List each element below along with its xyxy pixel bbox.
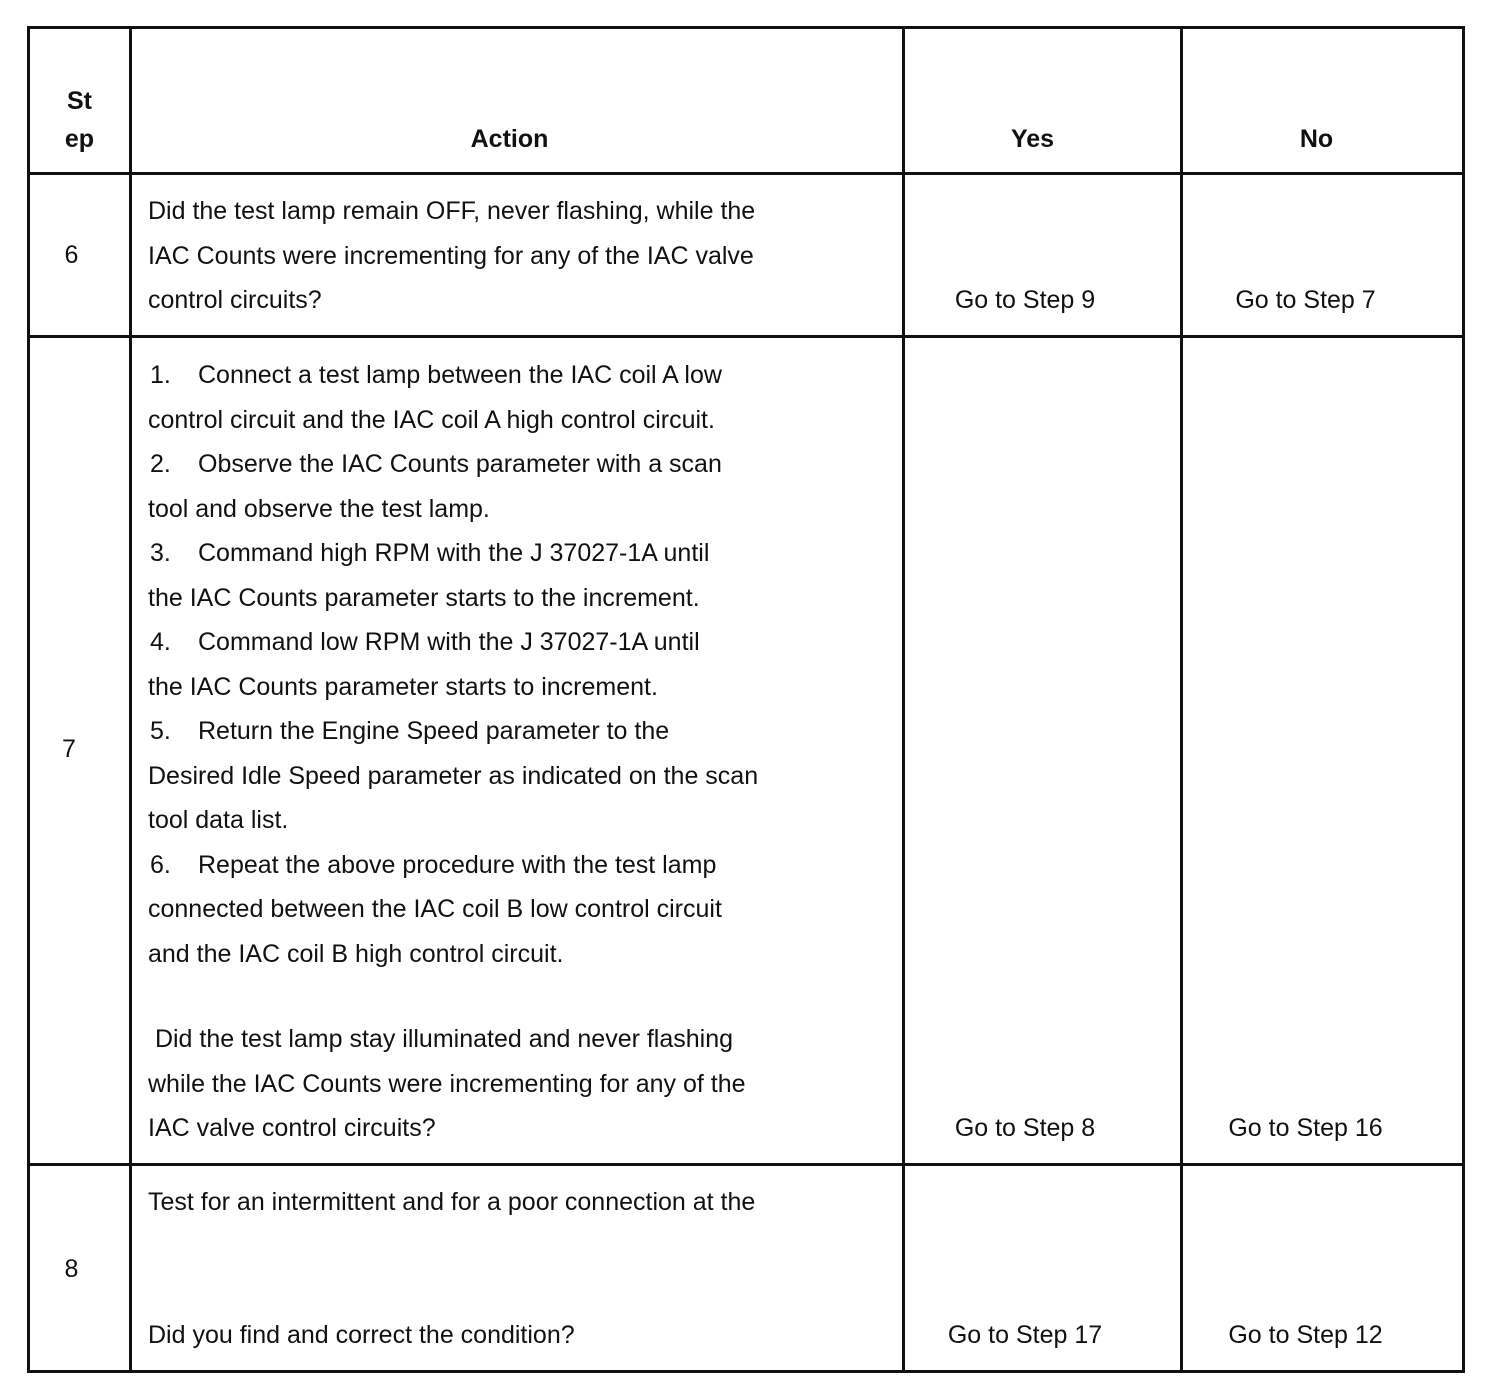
item-number: 2.	[150, 450, 171, 478]
header-yes: Yes	[1010, 125, 1055, 153]
header-action: Action	[470, 125, 549, 153]
item-number: 6.	[150, 850, 171, 879]
header-step	[30, 82, 129, 158]
header-step-line2: ep	[64, 125, 95, 153]
procedure-item-4	[148, 620, 758, 709]
item-continuation: tool and observe the test lamp.	[148, 494, 490, 523]
row-8-question: Did you find and correct the condition?	[148, 1321, 575, 1349]
row-6-yes: Go to Step 9	[954, 286, 1096, 314]
table-border-right	[1462, 26, 1465, 1373]
procedure-item-1	[148, 353, 758, 442]
item-first-line	[148, 353, 758, 398]
question-line: IAC valve control circuits?	[148, 1114, 436, 1142]
row-6-step: 6	[64, 241, 79, 269]
table-border-bottom	[27, 1370, 1465, 1373]
row-divider	[27, 1163, 1465, 1166]
item-continuation: tool data list.	[148, 806, 289, 834]
item-number: 4.	[150, 628, 171, 656]
item-continuation: the IAC Counts parameter starts to the increment.	[148, 583, 700, 612]
diagnostic-table	[27, 26, 1465, 1373]
column-divider	[129, 26, 132, 1373]
action-line: IAC Counts were incrementing for any of the IAC valve	[148, 241, 754, 270]
item-first-line	[148, 620, 758, 665]
row-7-question	[148, 1017, 758, 1151]
table-border-left	[27, 26, 30, 1373]
action-line: control circuits?	[148, 286, 322, 314]
item-continuation: and the IAC coil B high control circuit.	[148, 939, 564, 968]
item-first-line	[148, 709, 758, 754]
row-7-action	[148, 353, 758, 1151]
item-text: Connect a test lamp between the IAC coil A low	[198, 361, 722, 389]
item-continuation: Desired Idle Speed parameter as indicated on the scan	[148, 761, 759, 790]
row-6-no: Go to Step 7	[1235, 286, 1376, 314]
item-continuation: the IAC Counts parameter starts to increment.	[148, 672, 658, 701]
table-border-top	[27, 26, 1465, 29]
item-text: Return the Engine Speed parameter to the	[198, 717, 670, 745]
item-first-line	[148, 531, 758, 576]
spacer	[148, 976, 758, 1017]
row-7-yes: Go to Step 8	[954, 1114, 1096, 1142]
question-line: Did the test lamp stay illuminated and never flashing	[148, 1025, 734, 1053]
row-6-action	[148, 189, 755, 323]
item-number: 5.	[150, 717, 171, 745]
row-8-no: Go to Step 12	[1228, 1321, 1383, 1349]
item-text: Command high RPM with the J 37027-1A until	[198, 539, 710, 567]
item-first-line	[148, 442, 758, 487]
row-divider	[27, 335, 1465, 338]
item-text: Observe the IAC Counts parameter with a scan	[198, 450, 722, 478]
header-step-line1: St	[67, 87, 92, 115]
row-8-yes: Go to Step 17	[947, 1321, 1103, 1349]
row-8-step: 8	[64, 1255, 79, 1283]
action-line: Did the test lamp remain OFF, never flashing, while the	[148, 197, 756, 225]
item-number: 3.	[150, 539, 171, 567]
item-continuation: connected between the IAC coil B low control circuit	[148, 895, 722, 923]
row-8-action: Test for an intermittent and for a poor connection at the	[148, 1188, 756, 1216]
procedure-item-6	[148, 843, 758, 977]
row-7-step: 7	[62, 735, 76, 763]
row-7-no: Go to Step 16	[1228, 1114, 1383, 1142]
header-divider	[27, 172, 1465, 175]
column-divider	[1180, 26, 1183, 1373]
question-line: while the IAC Counts were incrementing for any of the	[148, 1069, 746, 1098]
item-number: 1.	[150, 361, 171, 389]
item-text: Command low RPM with the J 37027-1A until	[198, 628, 700, 656]
item-text: Repeat the above procedure with the test lamp	[198, 850, 717, 879]
procedure-item-2	[148, 442, 758, 531]
procedure-item-5	[148, 709, 758, 843]
column-divider	[902, 26, 905, 1373]
item-continuation: control circuit and the IAC coil A high control circuit.	[148, 405, 715, 434]
procedure-item-3	[148, 531, 758, 620]
item-first-line	[148, 843, 758, 888]
header-no: No	[1299, 125, 1334, 153]
